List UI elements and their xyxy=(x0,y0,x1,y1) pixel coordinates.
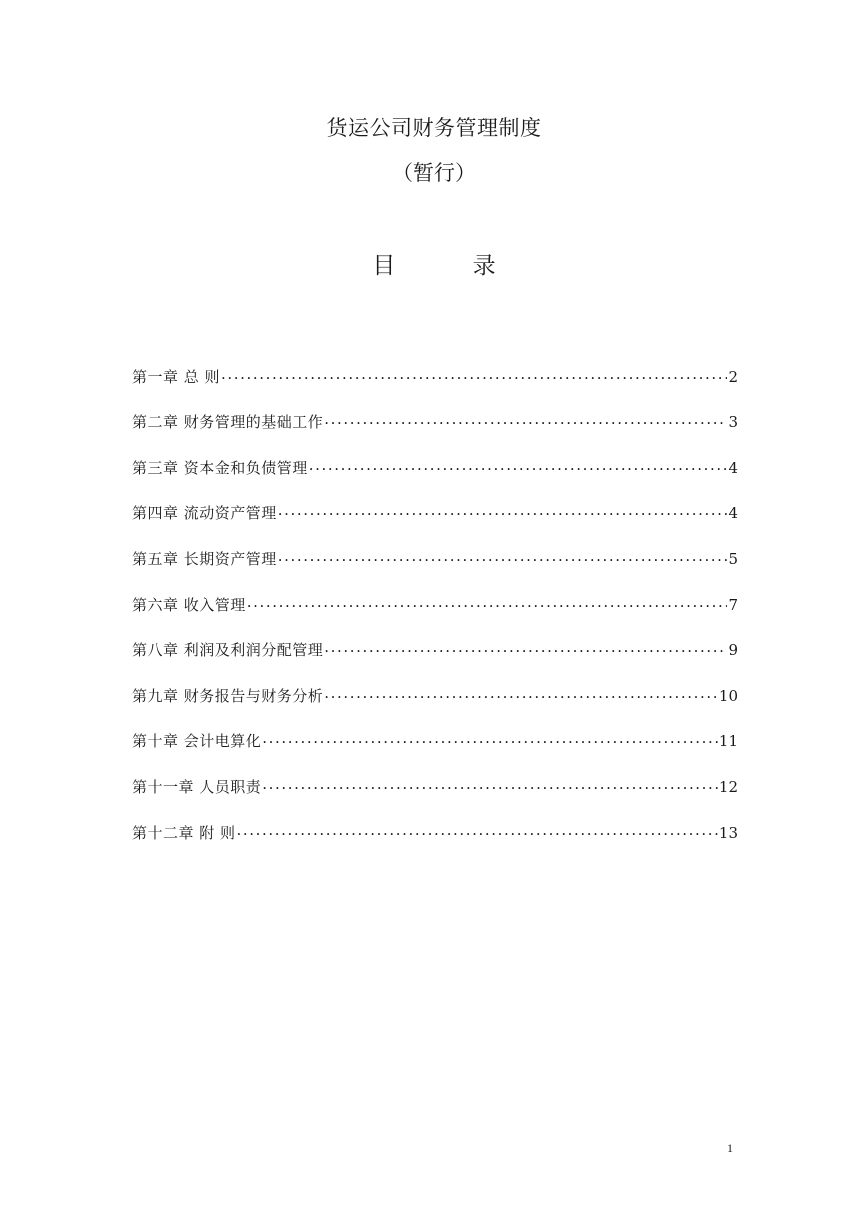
page-number: 1 xyxy=(727,1141,733,1155)
toc-entry[interactable] xyxy=(132,344,738,390)
toc-dot-leader xyxy=(237,817,718,843)
toc-entry-page: 5 xyxy=(728,549,738,568)
toc-entry[interactable] xyxy=(132,481,738,527)
toc-dot-leader xyxy=(278,497,728,523)
toc-dot-leader xyxy=(262,725,718,751)
toc-dot-leader xyxy=(247,589,728,615)
document-title: 货运公司财务管理制度 xyxy=(326,116,542,140)
toc-entry-label: 第一章 总 则 xyxy=(132,367,221,386)
toc-entry[interactable] xyxy=(132,435,738,481)
toc-entry[interactable] xyxy=(132,800,738,846)
toc-entry[interactable] xyxy=(132,754,738,800)
toc-entry-page: 2 xyxy=(728,367,738,386)
toc-entry[interactable] xyxy=(132,572,738,618)
document-subtitle: （暂行） xyxy=(392,161,476,185)
toc-entry-page: 9 xyxy=(728,641,738,660)
toc-entry-page: 11 xyxy=(718,732,738,751)
toc-entry-label: 第六章 收入管理 xyxy=(132,595,246,614)
toc-dot-leader xyxy=(262,771,718,797)
toc-dot-leader xyxy=(221,361,727,387)
toc-entry-page: 4 xyxy=(728,504,738,523)
toc-dot-leader xyxy=(324,680,718,706)
toc-entry-label: 第二章 财务管理的基础工作 xyxy=(132,413,324,432)
toc-dot-leader xyxy=(324,634,727,660)
toc-entry-page: 13 xyxy=(718,823,738,842)
toc-heading: 目 录 xyxy=(372,253,496,279)
toc-entry[interactable] xyxy=(132,709,738,755)
toc-entry-label: 第三章 资本金和负债管理 xyxy=(132,458,308,477)
toc-entry-label: 第五章 长期资产管理 xyxy=(132,549,277,568)
toc-entry-label: 第九章 财务报告与财务分析 xyxy=(132,686,324,705)
toc-dot-leader xyxy=(309,452,728,478)
toc-entry-label: 第四章 流动资产管理 xyxy=(132,504,277,523)
toc-entry[interactable] xyxy=(132,390,738,436)
toc-entry-page: 7 xyxy=(728,595,738,614)
toc-entry[interactable] xyxy=(132,618,738,664)
toc-entry[interactable] xyxy=(132,663,738,709)
toc-entry-label: 第八章 利润及利润分配管理 xyxy=(132,641,324,660)
toc-entry-page: 3 xyxy=(728,413,738,432)
toc-dot-leader xyxy=(278,543,728,569)
toc-entry-label: 第十一章 人员职责 xyxy=(132,777,262,796)
toc-entry-label: 第十章 会计电算化 xyxy=(132,732,262,751)
toc-dot-leader xyxy=(324,406,727,432)
toc-entry-page: 10 xyxy=(718,686,738,705)
toc-entry-label: 第十二章 附 则 xyxy=(132,823,236,842)
toc-entry-page: 4 xyxy=(728,458,738,477)
toc-entry-page: 12 xyxy=(718,777,738,796)
toc-entry[interactable] xyxy=(132,526,738,572)
table-of-contents xyxy=(132,344,738,846)
